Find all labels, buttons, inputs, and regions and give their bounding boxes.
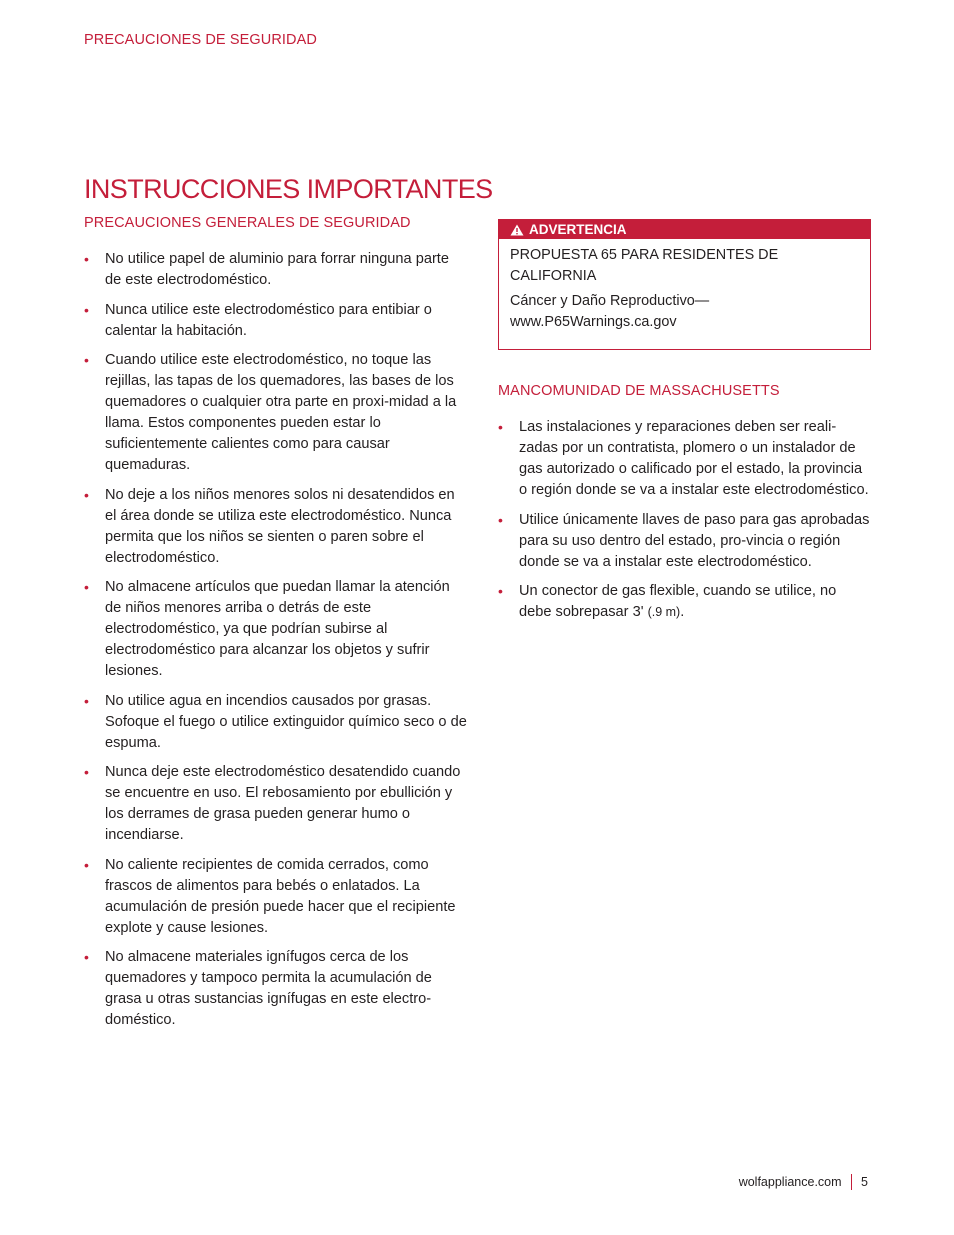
bullet-icon: • xyxy=(84,579,89,595)
list-item: • Cuando utilice este electrodoméstico, no toque las rejillas, las tapas de los quemadores, las bases de los quemadores o cualquier otra parte en proxi-midad a la llama. Estos componentes pueden estar lo suficientemente calientes como para causar quemaduras. xyxy=(84,352,457,473)
bullet-icon: • xyxy=(498,511,503,528)
bullet-icon: • xyxy=(84,352,89,368)
page-footer xyxy=(739,1174,868,1190)
warning-line-1: PROPUESTA 65 PARA RESIDENTES DE CALIFORNIA xyxy=(510,247,779,284)
warning-line-2: Cáncer y Daño Reproductivo— xyxy=(510,293,710,309)
warning-bar xyxy=(499,220,870,239)
massachusetts-heading: MANCOMUNIDAD DE MASSACHUSETTS xyxy=(498,383,780,399)
list-item: • No almacene artículos que puedan llamar la atención de niños menores arriba o detrás de este electrodoméstico, ya que podrían subirse al electrodoméstico para alcanzar los objetos y sufrir lesiones. xyxy=(84,579,450,679)
metric-conversion: (.9 m) xyxy=(647,605,681,619)
warning-link: www.P65Warnings.ca.gov xyxy=(510,313,677,330)
general-precautions xyxy=(84,215,469,1040)
warning-triangle-icon xyxy=(510,224,524,236)
list-item: • Nunca deje este electrodoméstico desatendido cuando se encuentre en uso. El rebosamiento por ebullición y los derrames de grasa pueden generar humo o incendiarse. xyxy=(84,764,461,843)
bullet-icon: • xyxy=(498,419,503,435)
list-item: • Las instalaciones y reparaciones deben ser reali-zadas por un contratista, plomero o un instalador de gas autorizado o calificado por el estado, la provincia o región donde se va a instalar este electrodoméstico. xyxy=(498,419,869,498)
list-item: • No almacene materiales ignífugos cerca de los quemadores y tampoco permita la acumulación de grasa u otras sustancias ignífugas en este electro-doméstico. xyxy=(84,949,432,1028)
section-header: PRECAUCIONES DE SEGURIDAD xyxy=(84,32,317,48)
list-item: • No utilice agua en incendios causados por grasas. Sofoque el fuego o utilice extinguidor químico seco o de espuma. xyxy=(84,692,467,751)
list-item: • Utilice únicamente llaves de paso para gas aprobadas para su uso dentro del estado, pro-vincia o región donde se va a instalar este electrodoméstico. xyxy=(498,511,870,570)
footer-site: wolfappliance.com xyxy=(738,1175,842,1189)
list-item: • Nunca utilice este electrodoméstico para entibiar o calentar la habitación. xyxy=(84,301,432,339)
massachusetts-list xyxy=(498,417,871,623)
bullet-icon: • xyxy=(84,301,89,318)
list-item: • No deje a los niños menores solos ni desatendidos en el área donde se utiliza este electrodoméstico. Nunca permita que los niños se sienten o paren sobre el electrodoméstico. xyxy=(84,486,455,566)
bullet-icon: • xyxy=(84,949,89,965)
footer-divider xyxy=(851,1174,853,1190)
bullet-icon: • xyxy=(498,583,503,599)
list-item: • No utilice papel de aluminio para forrar ninguna parte de este electrodoméstico. xyxy=(84,251,449,288)
bullet-icon: • xyxy=(84,764,89,780)
general-precautions-list xyxy=(84,249,469,1031)
warning-body xyxy=(499,239,870,349)
bullet-icon: • xyxy=(84,692,89,709)
general-precautions-heading: PRECAUCIONES GENERALES DE SEGURIDAD xyxy=(84,215,411,231)
page-number: 5 xyxy=(861,1175,868,1189)
bullet-icon: • xyxy=(84,856,89,873)
bullet-icon: • xyxy=(84,486,89,503)
list-item: • No caliente recipientes de comida cerrados, como frascos de alimentos para bebés o enlatados. La acumulación de presión puede hacer que el recipiente explote y cause lesiones. xyxy=(84,856,456,936)
right-column xyxy=(498,219,871,632)
list-item: • Un conector de gas flexible, cuando se utilice, no debe sobrepasar 3' (.9 m). xyxy=(498,583,837,620)
prop65-warning-box xyxy=(498,219,871,350)
page-title: INSTRUCCIONES IMPORTANTES xyxy=(84,174,493,204)
bullet-icon: • xyxy=(84,251,89,267)
warning-label: ADVERTENCIA xyxy=(529,222,627,237)
